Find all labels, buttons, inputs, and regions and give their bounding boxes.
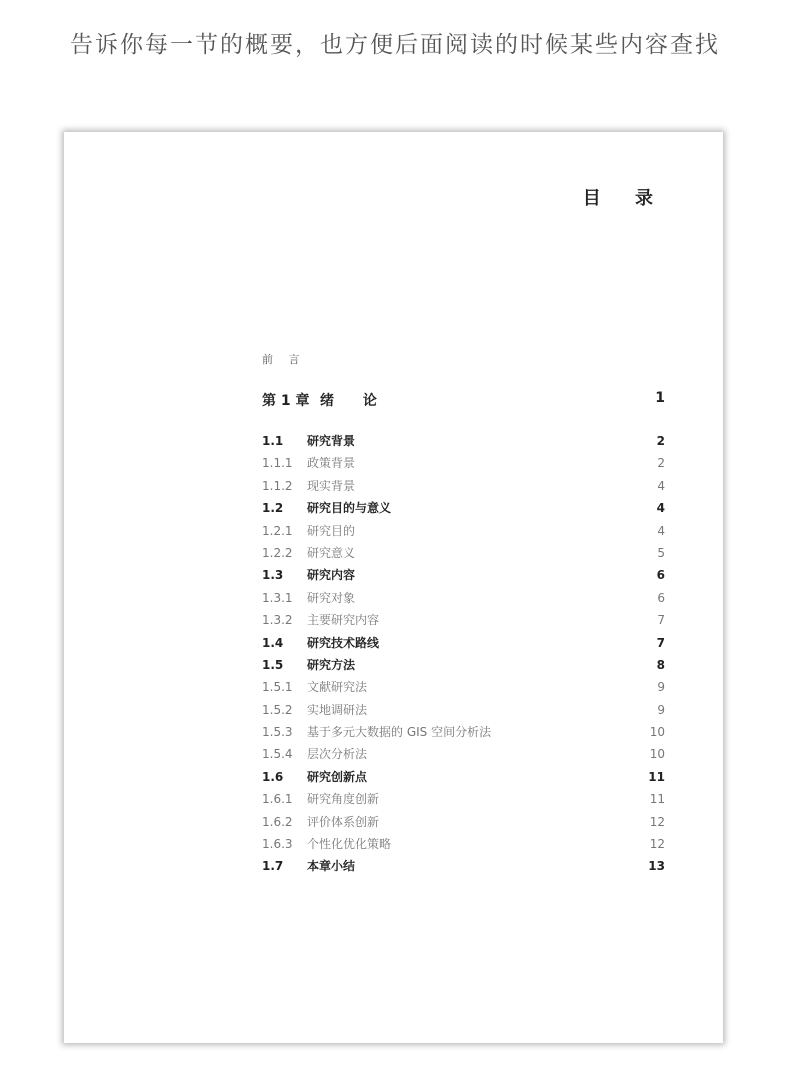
toc-list bbox=[262, 430, 665, 878]
toc-entry bbox=[262, 452, 665, 474]
toc-heading: 目 录 bbox=[582, 188, 667, 209]
toc-entry-number: 1.5.4 bbox=[262, 747, 293, 762]
toc-entry bbox=[262, 676, 665, 698]
toc-entry bbox=[262, 609, 665, 631]
chapter-title: 绪 论 bbox=[320, 393, 389, 409]
toc-entry-number: 1.1.1 bbox=[262, 456, 293, 471]
toc-entry-number: 1.2.2 bbox=[262, 545, 293, 560]
toc-preface: 前 言 bbox=[262, 353, 306, 366]
toc-entry-number: 1.5 bbox=[262, 657, 284, 672]
toc-entry-page: 10 bbox=[649, 725, 665, 740]
toc-entry-page: 12 bbox=[649, 814, 665, 829]
toc-entry bbox=[262, 766, 665, 788]
toc-entry-page: 2 bbox=[656, 434, 665, 448]
toc-entry-page: 4 bbox=[657, 478, 665, 493]
toc-entry-page: 11 bbox=[648, 769, 665, 784]
toc-entry-page: 10 bbox=[649, 747, 665, 762]
document-page bbox=[64, 132, 723, 1043]
toc-entry-page: 7 bbox=[656, 635, 665, 650]
toc-entry-number: 1.2 bbox=[262, 501, 284, 516]
toc-entry-number: 1.1 bbox=[262, 434, 284, 448]
toc-entry-title: 层次分析法 bbox=[307, 747, 368, 762]
chapter-page: 1 bbox=[655, 390, 665, 406]
toc-entry-number: 1.6.2 bbox=[262, 814, 293, 829]
toc-entry-title: 评价体系创新 bbox=[307, 814, 380, 829]
toc-entry-number: 1.6.1 bbox=[262, 792, 293, 807]
toc-entry-number: 1.5.3 bbox=[262, 725, 293, 740]
toc-entry-title: 个性化优化策略 bbox=[307, 837, 392, 852]
toc-entry-page: 6 bbox=[657, 590, 665, 605]
toc-entry-title: 研究意义 bbox=[307, 545, 356, 560]
toc-entry-title: 研究方法 bbox=[307, 657, 356, 672]
toc-entry bbox=[262, 654, 665, 676]
toc-chapter bbox=[262, 387, 665, 409]
toc-entry bbox=[262, 699, 665, 721]
toc-entry-page: 9 bbox=[657, 702, 665, 717]
toc-entry-number: 1.1.2 bbox=[262, 478, 293, 493]
toc-entry-title: 研究技术路线 bbox=[307, 635, 380, 650]
toc-entry-page: 12 bbox=[649, 837, 665, 852]
toc-entry bbox=[262, 430, 665, 452]
toc-entry bbox=[262, 587, 665, 609]
toc-entry-page: 4 bbox=[657, 523, 665, 538]
toc-entry-page: 8 bbox=[656, 657, 665, 672]
page-caption: 告诉你每一节的概要，也方便后面阅读的时候某些内容查找 bbox=[70, 32, 720, 58]
toc-entry-number: 1.4 bbox=[262, 635, 284, 650]
toc-entry-page: 11 bbox=[649, 792, 665, 807]
toc-entry-number: 1.3.2 bbox=[262, 613, 293, 628]
toc-entry-page: 2 bbox=[657, 456, 665, 471]
toc-entry bbox=[262, 811, 665, 833]
toc-entry-title: 研究创新点 bbox=[307, 769, 368, 784]
toc-entry-page: 13 bbox=[648, 859, 665, 874]
toc-entry bbox=[262, 855, 665, 877]
toc-entry bbox=[262, 542, 665, 564]
chapter-number: 第 1 章 bbox=[262, 393, 310, 409]
toc-entry-page: 4 bbox=[656, 501, 665, 516]
toc-entry bbox=[262, 497, 665, 519]
toc-entry-number: 1.7 bbox=[262, 859, 284, 874]
toc-entry bbox=[262, 632, 665, 654]
toc-entry-number: 1.5.1 bbox=[262, 680, 293, 695]
toc-entry-page: 5 bbox=[657, 545, 665, 560]
toc-entry-title: 研究内容 bbox=[307, 568, 356, 583]
toc-entry-title: 研究目的与意义 bbox=[307, 501, 392, 516]
toc-entry bbox=[262, 475, 665, 497]
toc-entry-title: 主要研究内容 bbox=[307, 613, 380, 628]
toc-entry bbox=[262, 743, 665, 765]
toc-entry bbox=[262, 788, 665, 810]
toc-entry-title: 文献研究法 bbox=[307, 680, 368, 695]
toc-entry bbox=[262, 564, 665, 586]
toc-entry bbox=[262, 721, 665, 743]
toc-entry-title: 基于多元大数据的 GIS 空间分析法 bbox=[307, 725, 492, 740]
toc-entry-page: 7 bbox=[657, 613, 665, 628]
toc-entry-page: 9 bbox=[657, 680, 665, 695]
toc-entry-number: 1.6.3 bbox=[262, 837, 293, 852]
toc-entry-number: 1.5.2 bbox=[262, 702, 293, 717]
toc-entry bbox=[262, 833, 665, 855]
toc-entry-title: 本章小结 bbox=[307, 859, 356, 874]
toc-entry-title: 政策背景 bbox=[307, 456, 356, 471]
toc-entry-page: 6 bbox=[656, 568, 665, 583]
toc-entry-title: 实地调研法 bbox=[307, 702, 368, 717]
toc-entry-number: 1.6 bbox=[262, 769, 284, 784]
toc-entry-title: 研究背景 bbox=[307, 434, 356, 448]
toc-entry-number: 1.3.1 bbox=[262, 590, 293, 605]
toc-entry-title: 研究目的 bbox=[307, 523, 356, 538]
toc-entry-number: 1.2.1 bbox=[262, 523, 293, 538]
toc-entry-number: 1.3 bbox=[262, 568, 284, 583]
toc-entry-title: 研究对象 bbox=[307, 590, 356, 605]
toc-entry-title: 研究角度创新 bbox=[307, 792, 380, 807]
toc-entry bbox=[262, 520, 665, 542]
toc-entry-title: 现实背景 bbox=[307, 478, 356, 493]
